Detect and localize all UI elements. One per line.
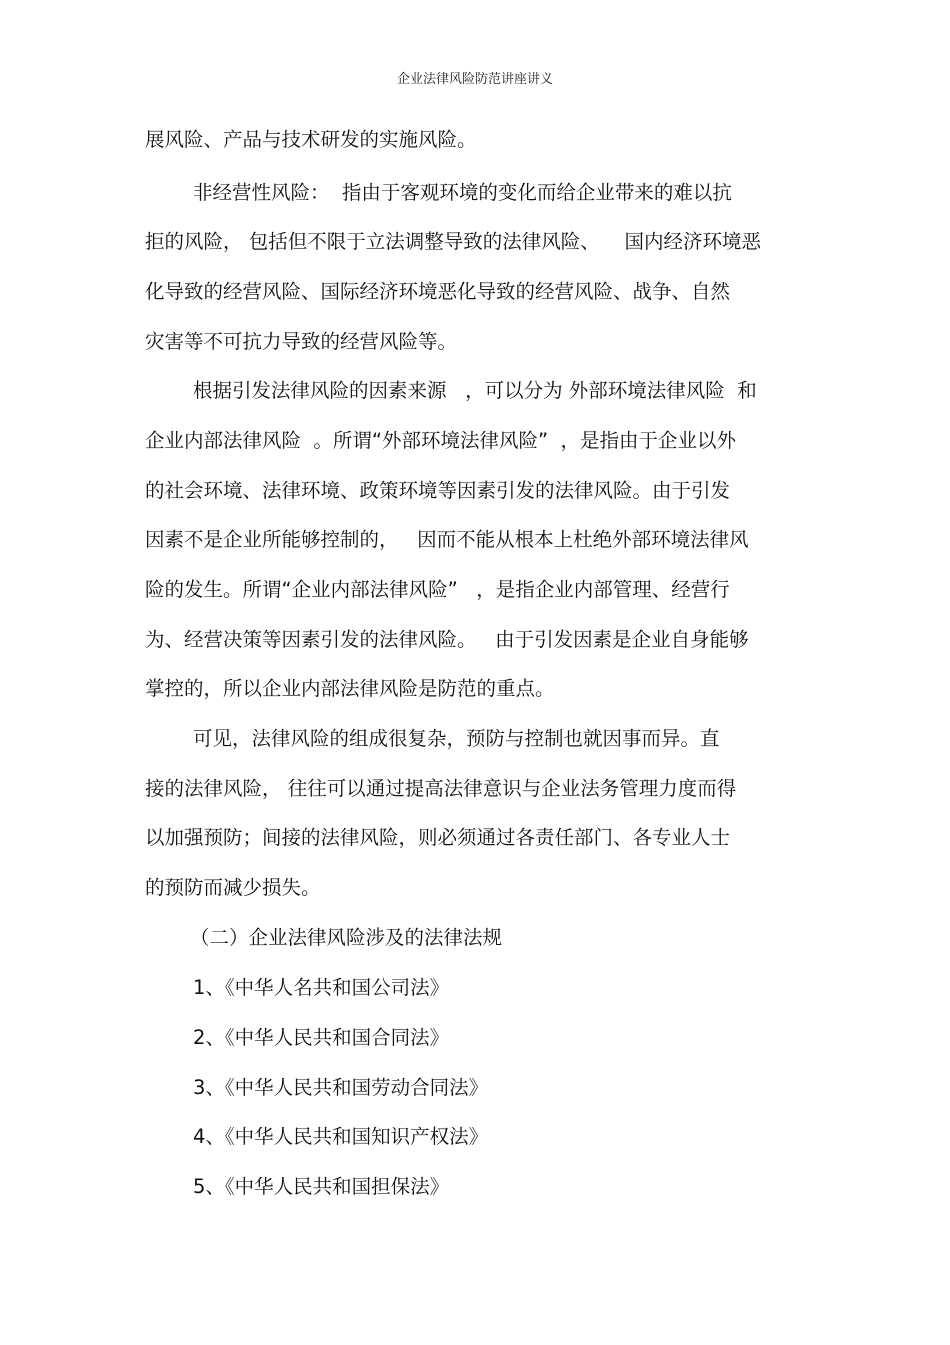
paragraph-line: 灾害等不可抗力导致的经营风险等。	[145, 330, 458, 353]
law-list-item: 3、《中华人民共和国劳动合同法》	[193, 1076, 489, 1099]
paragraph-line: 接的法律风险， 往往可以通过提高法律意识与企业法务管理力度而得	[145, 777, 737, 800]
section-heading: （二）企业法律风险涉及的法律法规	[190, 926, 503, 949]
law-list-item: 2、《中华人民共和国合同法》	[193, 1026, 450, 1049]
paragraph-line: 因素不是企业所能够控制的， 因而不能从根本上杜绝外部环境法律风	[145, 528, 749, 551]
paragraph-line: 拒的风险， 包括但不限于立法调整导致的法律风险、 国内经济环境恶	[145, 230, 761, 253]
law-list-item: 4、《中华人民共和国知识产权法》	[193, 1125, 489, 1148]
running-header: 企业法律风险防范讲座讲义	[396, 72, 553, 87]
paragraph-line: 企业内部法律风险 。所谓“外部环境法律风险” ，是指由于企业以外	[145, 429, 736, 452]
paragraph-line: 可见，法律风险的组成很复杂，预防与控制也就因事而异。直	[193, 727, 720, 750]
paragraph-line: 展风险、产品与技术研发的实施风险。	[145, 128, 477, 151]
paragraph-line: 以加强预防；间接的法律风险，则必须通过各责任部门、各专业人士	[145, 826, 731, 849]
paragraph-line: 为、经营决策等因素引发的法律风险。 由于引发因素是企业自身能够	[145, 628, 749, 651]
paragraph-line: 非经营性风险： 指由于客观环境的变化而给企业带来的难以抗	[193, 181, 732, 204]
paragraph-line: 险的发生。所谓“企业内部法律风险” ，是指企业内部管理、经营行	[145, 578, 730, 601]
paragraph-line: 的预防而减少损失。	[145, 876, 321, 899]
paragraph-line: 根据引发法律风险的因素来源 ，可以分为 外部环境法律风险 和	[193, 379, 757, 402]
paragraph-line: 掌控的，所以企业内部法律风险是防范的重点。	[145, 677, 555, 700]
law-list-item: 5、《中华人民共和国担保法》	[193, 1175, 450, 1198]
paragraph-line: 化导致的经营风险、国际经济环境恶化导致的经营风险、战争、自然	[145, 280, 731, 303]
law-list-item: 1、《中华人名共和国公司法》	[193, 976, 450, 999]
paragraph-line: 的社会环境、法律环境、政策环境等因素引发的法律风险。由于引发	[145, 479, 731, 502]
